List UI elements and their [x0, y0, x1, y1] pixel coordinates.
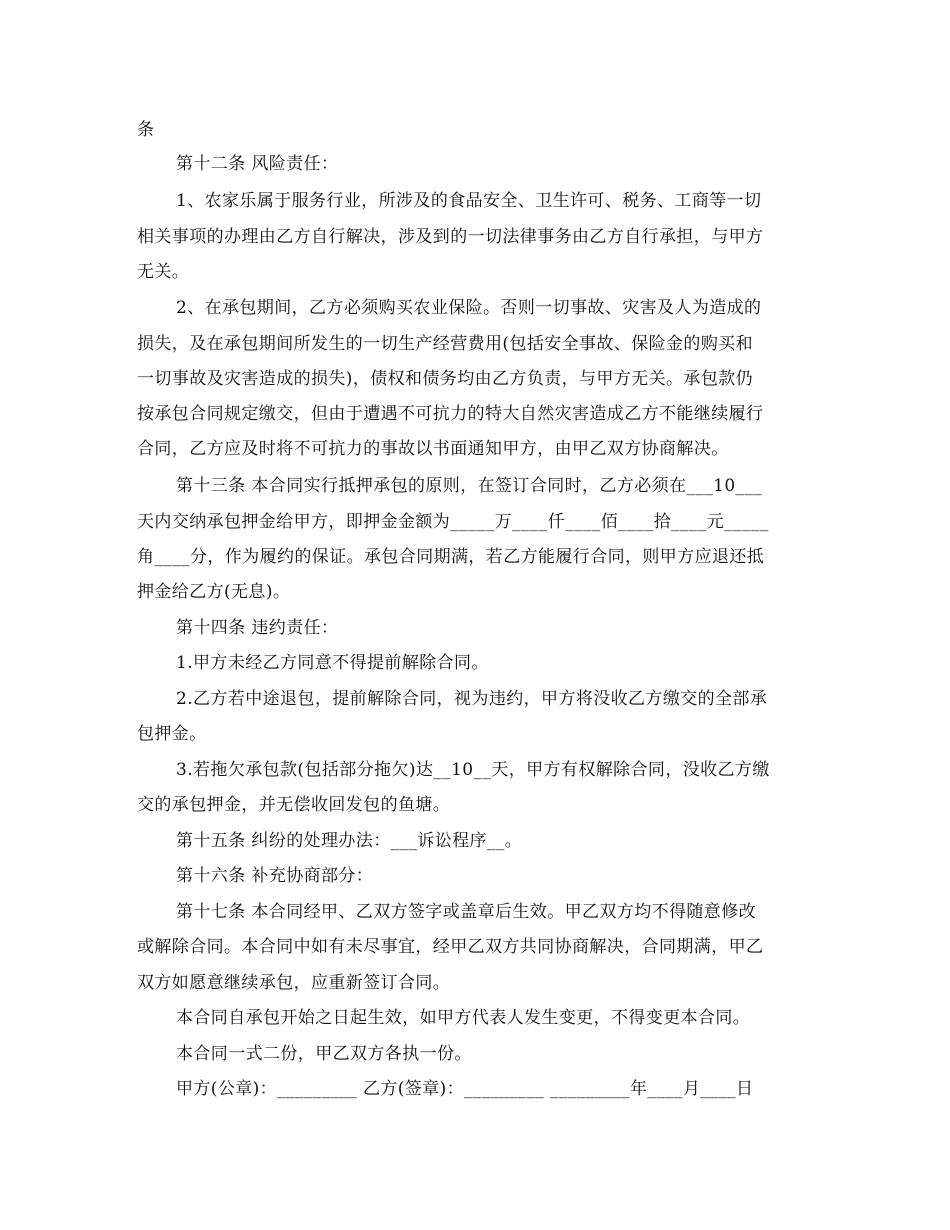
text-line: 损失，及在承包期间所发生的一切生产经营费用(包括安全事故、保险金的购买和	[137, 334, 754, 354]
text-line: 按承包合同规定缴交，但由于遭遇不可抗力的特大自然灾害造成乙方不能继续履行	[137, 404, 764, 424]
text-line: 无关。	[137, 262, 190, 282]
text-line: 押金给乙方(无息)。	[137, 582, 291, 602]
text-line: 2.乙方若中途退包，提前解除合同，视为违约，甲方将没收乙方缴交的全部承	[176, 689, 768, 709]
text-line: 本合同一式二份，甲乙双方各执一份。	[176, 1044, 472, 1064]
text-line: 双方如愿意继续承包，应重新签订合同。	[137, 973, 451, 993]
article-14-heading: 第十四条 违约责任：	[176, 618, 339, 638]
text-line: 本合同自承包开始之日起生效，如甲方代表人发生变更，不得变更本合同。	[176, 1008, 751, 1028]
article-13-text: 第十三条 本合同实行抵押承包的原则，在签订合同时，乙方必须在___10___	[176, 476, 763, 496]
text-line: 1、农家乐属于服务行业，所涉及的食品安全、卫生许可、税务、工商等一切	[176, 191, 762, 211]
text-line: 交的承包押金，并无偿收回发包的鱼塘。	[137, 795, 451, 815]
text-line: 合同，乙方应及时将不可抗力的事故以书面通知甲方，由甲乙双方协商解决。	[137, 439, 729, 459]
text-line: 或解除合同。本合同中如有未尽事宜，经甲乙双方共同协商解决，合同期满，甲乙	[137, 937, 764, 957]
signature-line: 甲方(公章)：_________ 乙方(签章)：_________ _________年____月____日	[176, 1079, 754, 1099]
text-line: 天内交纳承包押金给甲方，即押金金额为_____万____仟____佰____拾____元_____	[137, 512, 769, 532]
text-line: 条	[137, 120, 155, 140]
text-line: 2、在承包期间，乙方必须购买农业保险。否则一切事故、灾害及人为造成的	[176, 298, 762, 318]
text-line: 包押金。	[137, 724, 207, 744]
text-line: 1.甲方未经乙方同意不得提前解除合同。	[176, 653, 489, 673]
text-line: 角____分，作为履约的保证。承包合同期满，若乙方能履行合同，则甲方应退还抵	[137, 547, 765, 567]
article-12-heading: 第十二条 风险责任：	[176, 154, 339, 174]
article-15-text: 第十五条 纠纷的处理办法：___诉讼程序__。	[176, 831, 523, 851]
article-16-heading: 第十六条 补充协商部分：	[176, 866, 374, 886]
text-line: 相关事项的办理由乙方自行解决，涉及到的一切法律事务由乙方自行承担，与甲方	[137, 227, 764, 247]
text-line: 一切事故及灾害造成的损失)，债权和债务均由乙方负责，与甲方无关。承包款仍	[137, 369, 754, 389]
article-17-text: 第十七条 本合同经甲、乙双方签字或盖章后生效。甲乙双方均不得随意修改	[176, 902, 757, 922]
text-line: 3.若拖欠承包款(包括部分拖欠)达__10__天，甲方有权解除合同，没收乙方缴	[176, 760, 770, 780]
